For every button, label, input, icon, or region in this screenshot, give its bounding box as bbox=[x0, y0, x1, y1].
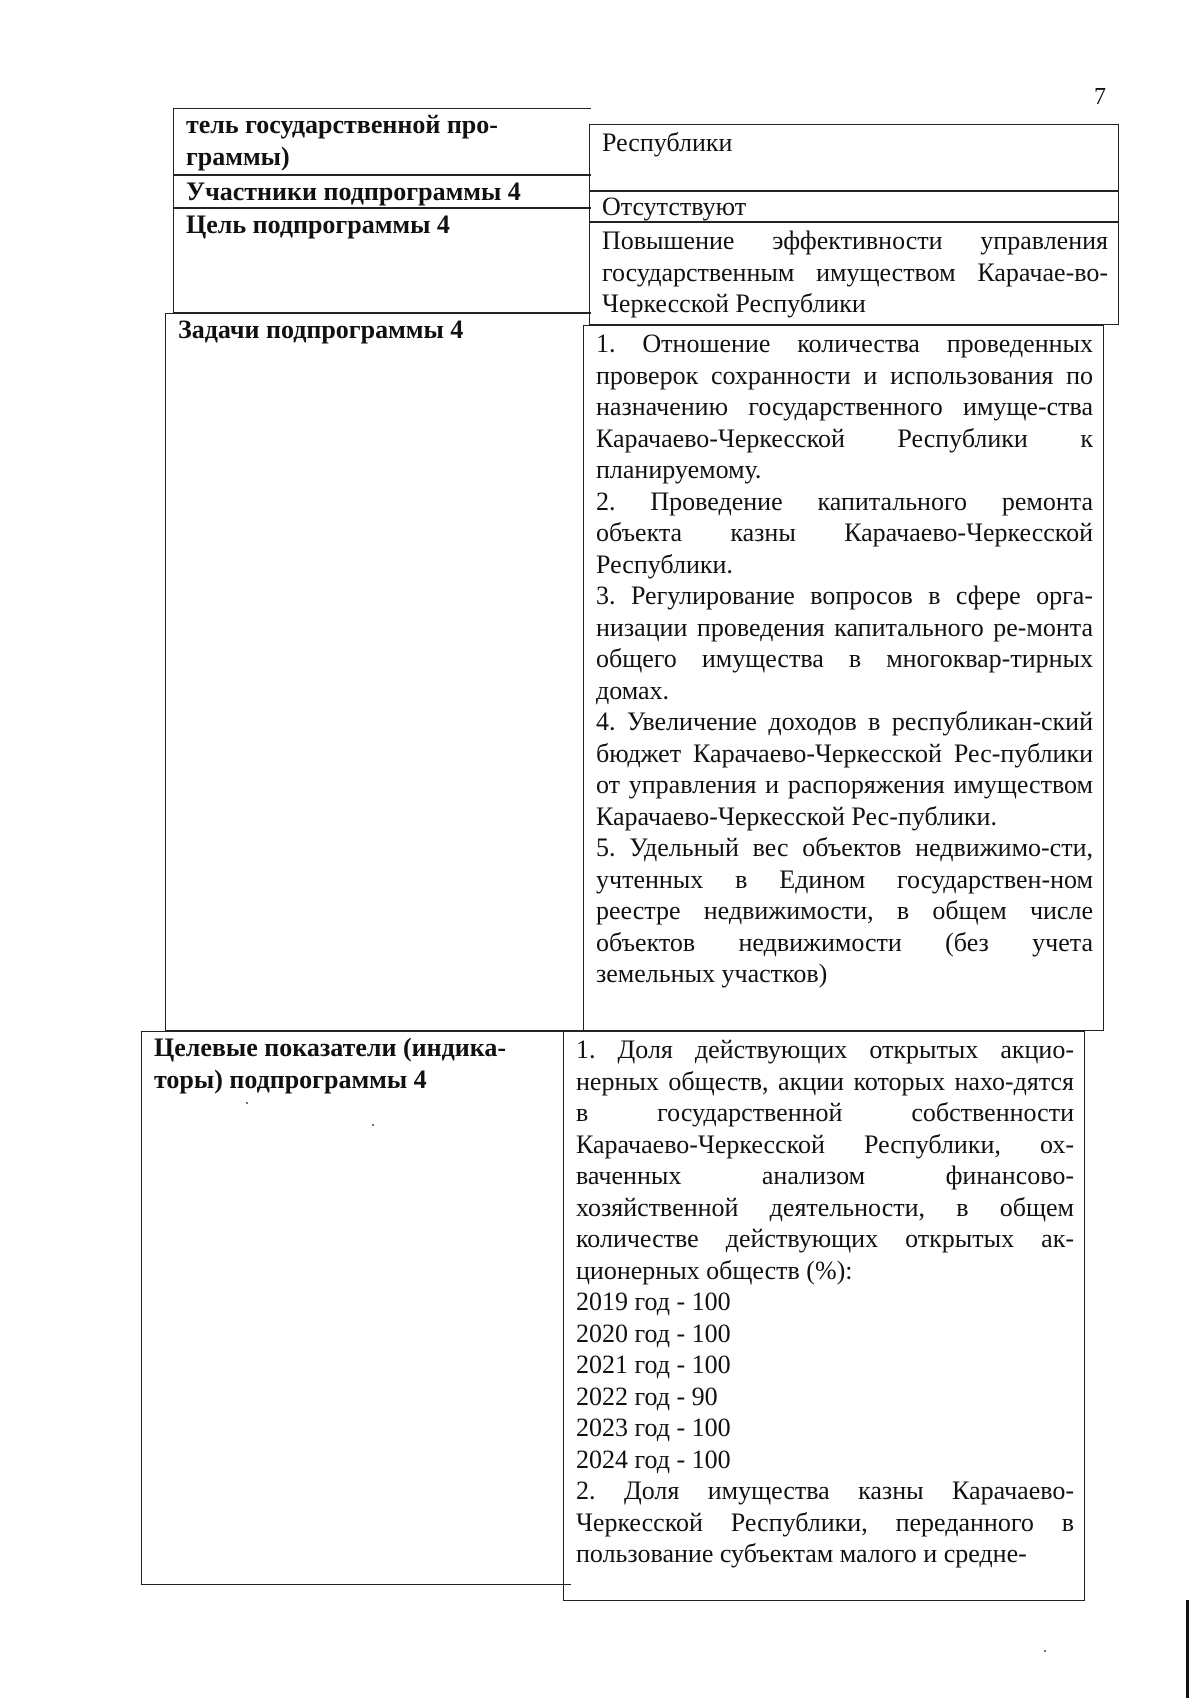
indicator-year-value: 2023 год - 100 bbox=[576, 1413, 731, 1442]
indicator-item: 2. Доля имущества казны Карачаево-Черкесской Республики, переданного в пользование субъектам малого и средне- bbox=[576, 1476, 1074, 1568]
row-value-goal bbox=[589, 222, 1119, 325]
indicator-year-value: 2022 год - 90 bbox=[576, 1381, 718, 1411]
indicator-year-value: 2024 год - 100 bbox=[576, 1444, 731, 1474]
label-line: Цель подпрограммы 4 bbox=[186, 210, 450, 239]
indicator-year-value: 2021 год - 100 bbox=[576, 1350, 731, 1379]
page-number: 7 bbox=[1094, 84, 1106, 110]
value-text: Республики bbox=[602, 128, 733, 157]
row-label-goal bbox=[173, 208, 591, 313]
row-value-indicators bbox=[563, 1031, 1085, 1601]
task-item: 4. Увеличение доходов в республикан-ский бюджет Карачаево-Черкесской Рес-публики от управления и распоряжения имуществом Карачаево-Черкесской Рес-публики. bbox=[596, 707, 1093, 831]
row-label-tasks bbox=[165, 313, 591, 1031]
label-line: торы) подпрограммы 4 bbox=[154, 1064, 427, 1094]
label-line: тель государственной про- bbox=[186, 110, 498, 139]
label-line: граммы) bbox=[186, 141, 290, 171]
label-line: Участники подпрограммы 4 bbox=[186, 177, 521, 206]
row-label-participants bbox=[173, 175, 591, 208]
scan-edge-mark bbox=[1186, 1600, 1189, 1698]
value-text: Отсутствуют bbox=[602, 192, 747, 221]
scan-speck bbox=[372, 1124, 374, 1126]
task-item: 1. Отношение количества проведенных проверок сохранности и использования по назначению государственного имуще-ства Карачаево-Черкесской Республики к планируемому. bbox=[596, 329, 1093, 484]
scan-speck bbox=[246, 1102, 248, 1104]
indicator-year-value: 2020 год - 100 bbox=[576, 1318, 731, 1348]
indicator-year-value: 2019 год - 100 bbox=[576, 1287, 731, 1316]
row-value-participants bbox=[589, 190, 1119, 222]
row-label-continuation bbox=[173, 108, 591, 175]
task-item: 2. Проведение капитального ремонта объекта казны Карачаево-Черкесской Республики. bbox=[596, 486, 1093, 579]
label-line: Целевые показатели (индика- bbox=[154, 1033, 506, 1062]
task-item: 5. Удельный вес объектов недвижимо-сти, учтенных в Едином государствен-ном реестре недвижимости, в общем числе объектов недвижимости (без учета земельных участков) bbox=[596, 833, 1093, 988]
scan-speck bbox=[1044, 1650, 1046, 1652]
row-value-tasks bbox=[583, 325, 1104, 1031]
row-label-indicators bbox=[141, 1031, 571, 1585]
value-text: Повышение эффективности управления государственным имуществом Карачае-во-Черкесской Республики bbox=[602, 226, 1108, 318]
indicator-item: 1. Доля действующих открытых акцио-нерных обществ, акции которых нахо-дятся в государственной собственности Карачаево-Черкесской Республики, ох-ваченных анализом финансово-хозяйственной деятельности, в общем количестве действующих открытых ак-ционерных обществ (%): bbox=[576, 1035, 1074, 1285]
label-line: Задачи подпрограммы 4 bbox=[178, 315, 464, 344]
task-item: 3. Регулирование вопросов в сфере орга-низации проведения капитального ре-монта общего имущества в многоквар-тирных домах. bbox=[596, 581, 1093, 705]
row-value-continuation bbox=[589, 124, 1119, 192]
